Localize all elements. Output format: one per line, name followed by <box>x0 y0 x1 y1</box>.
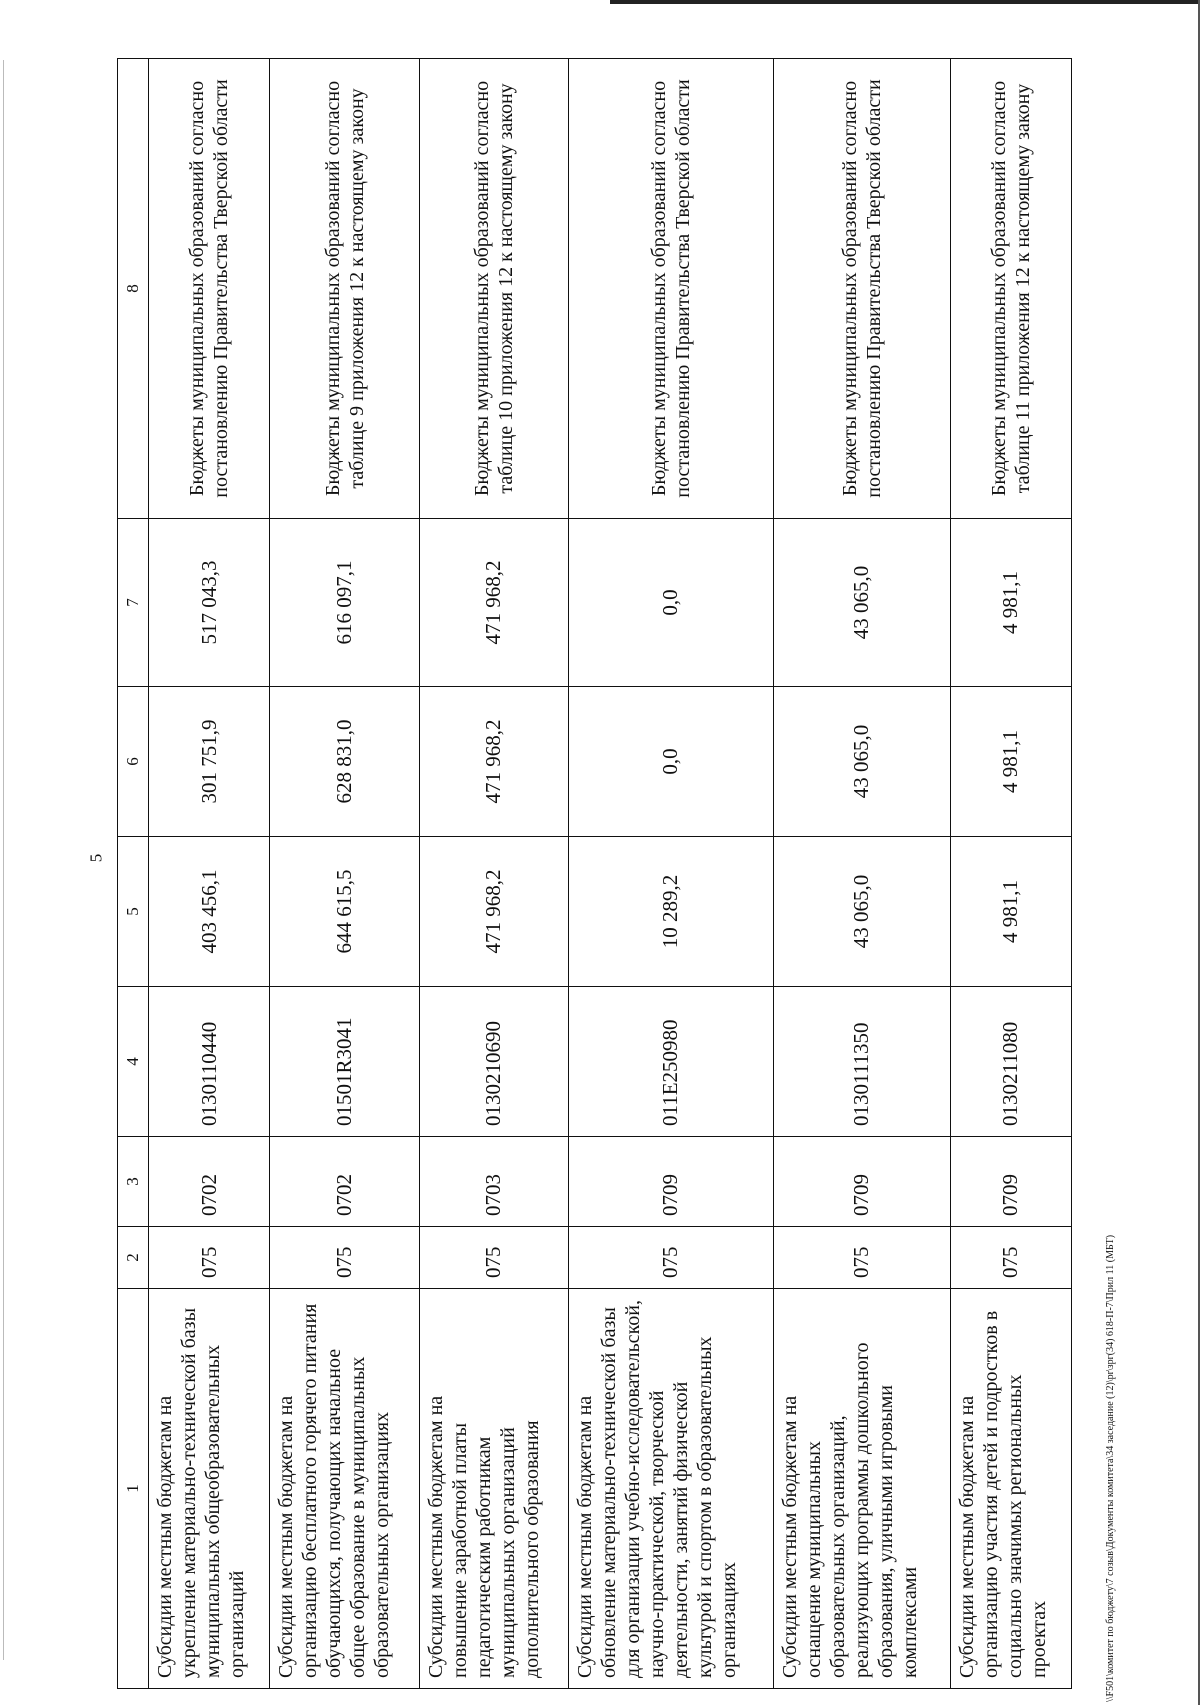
subsidy-name: Субсидии местным бюджетам на оснащение муниципальных образовательных организаций, реализующих программы дошкольного образования, уличными игровыми комплексами <box>773 1289 950 1689</box>
ministry-code: 075 <box>419 1227 568 1289</box>
table-row <box>773 59 950 1689</box>
ministry-code: 075 <box>149 1227 270 1289</box>
top-border-line <box>610 0 1200 4</box>
amount-col5: 43 065,0 <box>773 837 950 987</box>
amount-col6: 43 065,0 <box>773 687 950 837</box>
column-header: 6 <box>118 687 149 837</box>
subsidies-table <box>117 58 1072 1689</box>
column-header: 4 <box>118 987 149 1137</box>
section-code: 0709 <box>773 1137 950 1227</box>
amount-col7: 0,0 <box>568 519 773 687</box>
table-row <box>149 59 270 1689</box>
rotated-table-container <box>117 59 1072 1689</box>
file-path-footer: \\F501\комитет по бюджету\7 созыв\Документы комитета\34 заседание (12)\pr\зрг(34) 618-П-7\Прил 11 (МБТ) <box>1105 1234 1116 1702</box>
recipient-source: Бюджеты муниципальных образований согласно постановлению Правительства Тверской области <box>149 59 270 519</box>
recipient-source: Бюджеты муниципальных образований согласно таблице 10 приложения 12 к настоящему закону <box>419 59 568 519</box>
target-code: 0130211080 <box>950 987 1071 1137</box>
ministry-code: 075 <box>773 1227 950 1289</box>
amount-col6: 301 751,9 <box>149 687 270 837</box>
amount-col6: 4 981,1 <box>950 687 1071 837</box>
ministry-code: 075 <box>568 1227 773 1289</box>
left-scan-edge <box>3 60 4 1660</box>
subsidy-name: Субсидии местным бюджетам на обновление материально-технической базы для организации учебно-исследовательской, научно-практической, творческой деятельности, занятий физической культурой и спортом в образовательных организациях <box>568 1289 773 1689</box>
section-code: 0702 <box>270 1137 419 1227</box>
target-code: 011E250980 <box>568 987 773 1137</box>
recipient-source: Бюджеты муниципальных образований согласно постановлению Правительства Тверской области <box>568 59 773 519</box>
section-code: 0709 <box>568 1137 773 1227</box>
column-header: 8 <box>118 59 149 519</box>
subsidy-name: Субсидии местным бюджетам на укрепление материально-технической базы муниципальных общеобразовательных организаций <box>149 1289 270 1689</box>
column-header: 2 <box>118 1227 149 1289</box>
column-header: 7 <box>118 519 149 687</box>
amount-col7: 517 043,3 <box>149 519 270 687</box>
table-row <box>568 59 773 1689</box>
recipient-source: Бюджеты муниципальных образований согласно таблице 9 приложения 12 к настоящему закону <box>270 59 419 519</box>
amount-col5: 10 289,2 <box>568 837 773 987</box>
column-header: 1 <box>118 1289 149 1689</box>
subsidy-name: Субсидии местным бюджетам на организацию участия детей и подростков в социально значимых региональных проектах <box>950 1289 1071 1689</box>
amount-col6: 471 968,2 <box>419 687 568 837</box>
section-code: 0709 <box>950 1137 1071 1227</box>
section-code: 0702 <box>149 1137 270 1227</box>
subsidy-name: Субсидии местным бюджетам на организацию бесплатного горячего питания обучающихся, получающих начальное общее образование в муниципальных образовательных организациях <box>270 1289 419 1689</box>
ministry-code: 075 <box>950 1227 1071 1289</box>
amount-col7: 43 065,0 <box>773 519 950 687</box>
amount-col5: 471 968,2 <box>419 837 568 987</box>
recipient-source: Бюджеты муниципальных образований согласно постановлению Правительства Тверской области <box>773 59 950 519</box>
amount-col6: 0,0 <box>568 687 773 837</box>
target-code: 0130110440 <box>149 987 270 1137</box>
target-code: 01501R3041 <box>270 987 419 1137</box>
page-number: 5 <box>86 853 106 863</box>
table-row <box>270 59 419 1689</box>
recipient-source: Бюджеты муниципальных образований согласно таблице 11 приложения 12 к настоящему закону <box>950 59 1071 519</box>
amount-col7: 4 981,1 <box>950 519 1071 687</box>
amount-col6: 628 831,0 <box>270 687 419 837</box>
target-code: 0130111350 <box>773 987 950 1137</box>
column-header: 3 <box>118 1137 149 1227</box>
amount-col7: 471 968,2 <box>419 519 568 687</box>
section-code: 0703 <box>419 1137 568 1227</box>
amount-col5: 4 981,1 <box>950 837 1071 987</box>
target-code: 0130210690 <box>419 987 568 1137</box>
subsidy-name: Субсидии местным бюджетам на повышение заработной платы педагогическим работникам муниципальных организаций дополнительного образования <box>419 1289 568 1689</box>
header-row <box>118 59 149 1689</box>
ministry-code: 075 <box>270 1227 419 1289</box>
amount-col7: 616 097,1 <box>270 519 419 687</box>
table-row <box>950 59 1071 1689</box>
amount-col5: 403 456,1 <box>149 837 270 987</box>
table-row <box>419 59 568 1689</box>
column-header: 5 <box>118 837 149 987</box>
amount-col5: 644 615,5 <box>270 837 419 987</box>
